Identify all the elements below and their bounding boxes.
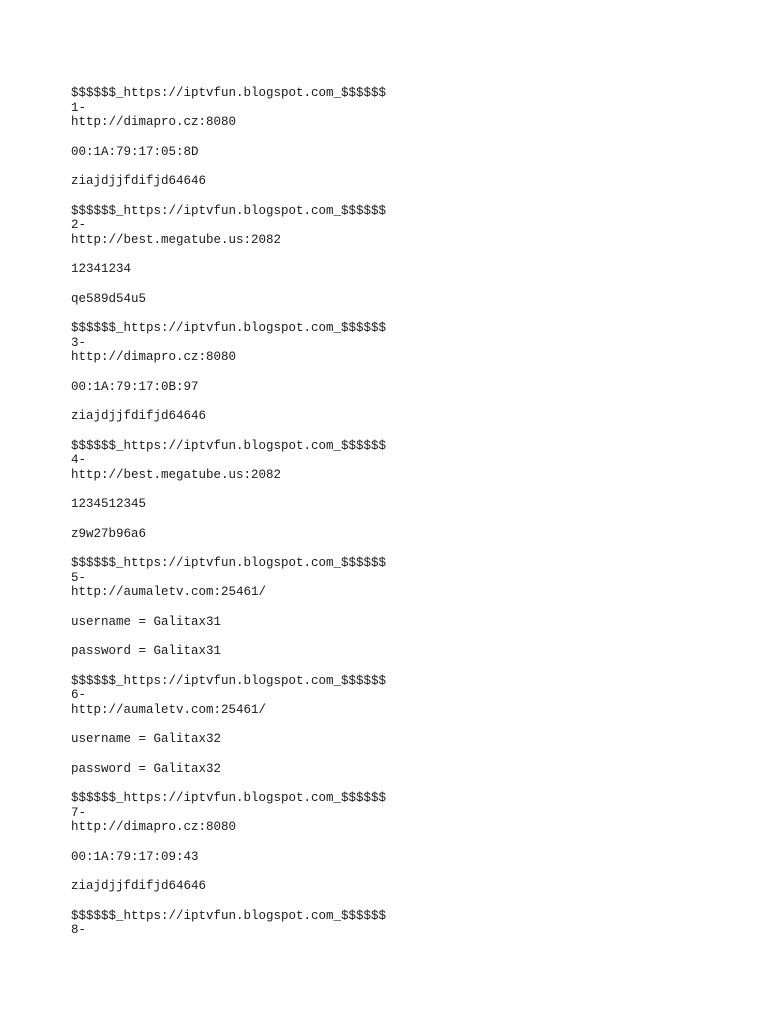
- credential-line-2: ziajdjjfdifjd64646: [71, 879, 207, 894]
- entry-number: 6-: [71, 688, 87, 703]
- list-entry-7: [71, 791, 386, 909]
- server-url[interactable]: http://dimapro.cz:8080: [71, 350, 237, 365]
- separator-line: $$$$$$_https://iptvfun.blogspot.com_$$$$$$: [71, 321, 387, 335]
- list-entry-1: [71, 86, 386, 204]
- blank-line: [71, 248, 386, 263]
- server-url[interactable]: http://dimapro.cz:8080: [71, 820, 237, 835]
- entry-number: 3-: [71, 335, 87, 350]
- credential-line-2: password = Galitax31: [71, 644, 222, 659]
- blank-line: [71, 600, 386, 615]
- credential-line-2: ziajdjjfdifjd64646: [71, 174, 207, 189]
- list-entry-5: [71, 556, 386, 674]
- blank-line: [71, 277, 386, 292]
- entry-number: 1-: [71, 100, 87, 115]
- credential-line-1: 00:1A:79:17:0B:97: [71, 379, 199, 394]
- server-url[interactable]: http://aumaletv.com:25461/: [71, 585, 267, 600]
- credential-line-2: password = Galitax32: [71, 761, 222, 776]
- entry-number: 8-: [71, 923, 87, 938]
- list-entry-3: [71, 321, 386, 439]
- credential-line-2: ziajdjjfdifjd64646: [71, 409, 207, 424]
- separator-line: $$$$$$_https://iptvfun.blogspot.com_$$$$$$: [71, 908, 387, 923]
- credential-line-1: 12341234: [71, 262, 132, 277]
- blank-line: [71, 130, 386, 145]
- blank-line: [71, 483, 386, 498]
- blank-line: [71, 629, 386, 644]
- list-entry-6: [71, 674, 386, 792]
- credential-line-2: z9w27b96a6: [71, 526, 147, 541]
- blank-line: [71, 512, 386, 527]
- blank-line: [71, 394, 386, 409]
- entry-number: 5-: [71, 570, 87, 585]
- credential-line-1: 1234512345: [71, 497, 147, 512]
- separator-line: $$$$$$_https://iptvfun.blogspot.com_$$$$$$: [71, 438, 387, 453]
- separator-line: $$$$$$_https://iptvfun.blogspot.com_$$$$$$: [71, 203, 387, 218]
- blank-line: [71, 159, 386, 174]
- blank-line: [71, 189, 386, 204]
- credential-line-1: 00:1A:79:17:05:8D: [71, 144, 199, 159]
- server-url[interactable]: http://aumaletv.com:25461/: [71, 702, 267, 717]
- server-url[interactable]: http://dimapro.cz:8080: [71, 115, 237, 130]
- blank-line: [71, 776, 386, 791]
- credential-line-2: qe589d54u5: [71, 291, 147, 306]
- separator-line: $$$$$$_https://iptvfun.blogspot.com_$$$$$$: [71, 86, 387, 100]
- separator-line: $$$$$$_https://iptvfun.blogspot.com_$$$$$$: [71, 673, 387, 688]
- blank-line: [71, 835, 386, 850]
- blank-line: [71, 424, 386, 439]
- blank-line: [71, 894, 386, 909]
- entry-number: 4-: [71, 453, 87, 468]
- blank-line: [71, 659, 386, 674]
- blank-line: [71, 306, 386, 321]
- separator-line: $$$$$$_https://iptvfun.blogspot.com_$$$$$$: [71, 791, 387, 805]
- separator-line: $$$$$$_https://iptvfun.blogspot.com_$$$$$$: [71, 556, 387, 570]
- document-text: [71, 86, 386, 938]
- blank-line: [71, 541, 386, 556]
- server-url[interactable]: http://best.megatube.us:2082: [71, 232, 282, 247]
- server-url[interactable]: http://best.megatube.us:2082: [71, 467, 282, 482]
- credential-line-1: username = Galitax32: [71, 732, 222, 747]
- blank-line: [71, 718, 386, 733]
- credential-line-1: username = Galitax31: [71, 614, 222, 629]
- list-entry-2: [71, 204, 386, 322]
- entry-number: 7-: [71, 805, 87, 820]
- blank-line: [71, 864, 386, 879]
- blank-line: [71, 365, 386, 380]
- entry-number: 2-: [71, 218, 87, 233]
- list-entry-4: [71, 439, 386, 557]
- list-entry-8: [71, 909, 386, 938]
- blank-line: [71, 747, 386, 762]
- credential-line-1: 00:1A:79:17:09:43: [71, 849, 199, 864]
